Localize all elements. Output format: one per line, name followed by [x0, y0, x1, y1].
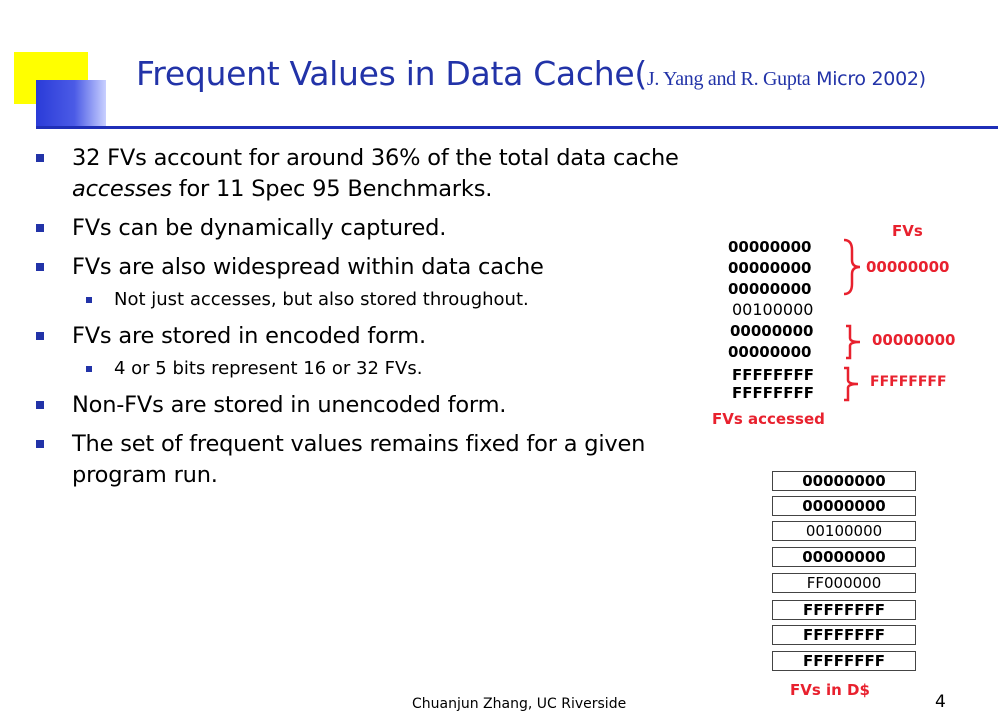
slide-title	[136, 54, 1006, 93]
cache-cell: 00000000	[772, 496, 916, 516]
fvs-header: FVs	[892, 222, 923, 240]
accessed-value: 00000000	[728, 259, 812, 277]
fv-group-value: 00000000	[866, 258, 950, 276]
bullet-text: 32 FVs account for around 36% of the total data cache	[72, 145, 679, 171]
sub-bullet-item: Not just accesses, but also stored throughout.	[36, 287, 706, 313]
bullet-item: FVs are stored in encoded form.	[36, 321, 706, 352]
title-main: Frequent Values in Data Cache	[136, 54, 635, 93]
accessed-value: FFFFFFFF	[732, 366, 814, 384]
brace-icon	[844, 324, 868, 360]
cache-caption: FVs in D$	[790, 681, 870, 699]
bullet-item: The set of frequent values remains fixed for a given program run.	[36, 429, 706, 491]
cache-cell: FFFFFFFF	[772, 651, 916, 671]
decor-blue-square	[36, 80, 106, 128]
bullet-list	[36, 143, 706, 499]
page-number: 4	[935, 692, 946, 712]
cache-cell: FFFFFFFF	[772, 625, 916, 645]
title-underline	[36, 126, 998, 129]
cache-cell: 00000000	[772, 547, 916, 567]
title-open-paren: (	[634, 54, 647, 93]
bullet-emphasis: accesses	[72, 176, 172, 202]
bullet-item: FVs can be dynamically captured.	[36, 213, 706, 244]
title-venue: Micro 2002	[810, 68, 919, 90]
bullet-item: FVs are also widespread within data cache	[36, 252, 706, 283]
accessed-value: 00000000	[728, 343, 812, 361]
cache-cell: FFFFFFFF	[772, 600, 916, 620]
accessed-value: 00000000	[730, 322, 814, 340]
cache-cell: 00000000	[772, 471, 916, 491]
brace-icon	[840, 238, 864, 296]
accessed-value: 00100000	[732, 300, 814, 319]
cache-cell: 00100000	[772, 521, 916, 541]
accessed-value: 00000000	[728, 238, 812, 256]
brace-icon	[842, 366, 866, 402]
footer-author: Chuanjun Zhang, UC Riverside	[412, 696, 627, 712]
cache-cell: FF000000	[772, 573, 916, 593]
accessed-value: 00000000	[728, 280, 812, 298]
bullet-item	[36, 143, 706, 205]
bullet-text: for 11 Spec 95 Benchmarks.	[171, 176, 493, 202]
fv-group-value: FFFFFFFF	[870, 374, 947, 390]
accessed-value: FFFFFFFF	[732, 384, 814, 402]
sub-bullet-item: 4 or 5 bits represent 16 or 32 FVs.	[36, 356, 706, 382]
title-close-paren: )	[918, 68, 926, 90]
bullet-item: Non-FVs are stored in unencoded form.	[36, 390, 706, 421]
accessed-caption: FVs accessed	[712, 410, 825, 428]
title-citation: J. Yang and R. Gupta	[646, 68, 811, 90]
fv-group-value: 00000000	[872, 331, 956, 349]
